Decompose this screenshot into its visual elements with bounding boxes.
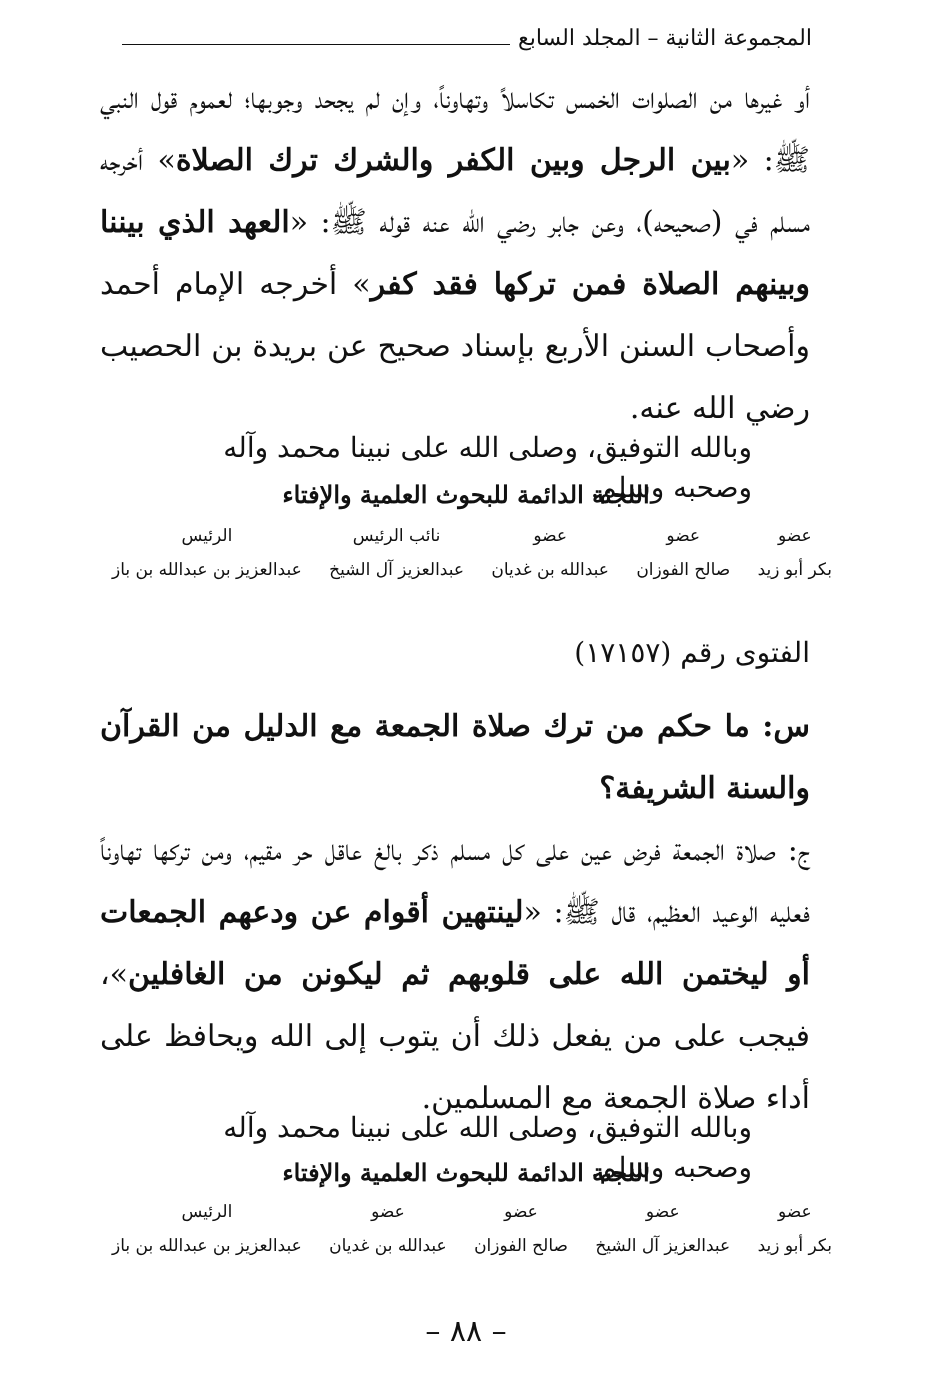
answer-paragraph: [100, 820, 810, 1130]
signatory: [112, 526, 302, 580]
signatory: [491, 526, 609, 580]
hadith-text-3: لينتهين أقوام عن ودعهم الجمعات أو ليختمن الله على قلوبهم ثم ليكونن من الغافلين: [100, 895, 810, 992]
signatory-name: عبدالله بن غديان: [491, 560, 609, 580]
fatwa-number: الفتوى رقم (١٧١٥٧): [574, 636, 810, 669]
signatory-name: صالح الفوزان: [636, 560, 731, 580]
signatory: [636, 526, 730, 580]
closing-formula: وبالله التوفيق، وصلى الله على نبينا محمد وآله وصحبه وسلم.: [223, 431, 752, 504]
fatwa-body-paragraph: [100, 68, 810, 440]
signatory-role: الرئيس: [181, 1202, 233, 1222]
signatory-name: عبدالعزيز آل الشيخ: [595, 1236, 731, 1256]
signatory: [329, 526, 464, 580]
running-header: [122, 26, 812, 51]
body-text-b: » أخرجه مسلم في (صحيحه)، وعن جابر رضي الله عنه قوله ﷺ: «: [100, 143, 811, 240]
signatory-role: الرئيس: [181, 526, 233, 546]
signatory: [329, 1202, 447, 1256]
signatory-name: بكر أبو زيد: [757, 560, 832, 580]
answer-text-b: »، فيجب على من يفعل ذلك أن يتوب إلى الله ويحافظ على أداء صلاة الجمعة مع المسلمين.: [100, 957, 810, 1116]
signatory-name: بكر أبو زيد: [757, 1236, 832, 1256]
committee-name: اللجنة الدائمة للبحوث العلمية والإفتاء: [282, 1158, 650, 1187]
committee-name: اللجنة الدائمة للبحوث العلمية والإفتاء: [282, 480, 650, 509]
hadith-text-2: العهد الذي بيننا وبينهم الصلاة فمن تركها فقد كفر: [100, 205, 810, 302]
signatory-role: عضو: [504, 1202, 538, 1222]
signatory-name: عبدالعزيز بن عبدالله بن باز: [112, 560, 302, 580]
header-rule: [122, 44, 510, 45]
signatory: [112, 1202, 302, 1256]
signature-table: [112, 1202, 832, 1256]
signatory-name: عبدالعزيز بن عبدالله بن باز: [112, 1236, 302, 1256]
body-text-c: » أخرجه الإمام أحمد وأصحاب السنن الأربع بإسناد صحيح عن بريدة بن الحصيب رضي الله عنه.: [100, 267, 810, 426]
signatory-role: عضو: [777, 526, 812, 546]
signatory-role: عضو: [666, 526, 701, 546]
signatory-name: عبدالله بن غديان: [329, 1236, 447, 1256]
body-text-a: أو غيرها من الصلوات الخمس تكاسلاً وتهاوناً، وإن لم يجحد وجوبها؛ لعموم قول النبي ﷺ: «: [100, 81, 810, 178]
signatory-role: عضو: [777, 1202, 812, 1222]
signature-table: [112, 526, 832, 580]
hadith-text-1: بين الرجل وبين الكفر والشرك ترك الصلاة: [175, 143, 731, 178]
closing-formula: وبالله التوفيق، وصلى الله على نبينا محمد وآله وصحبه وسلم.: [223, 1111, 752, 1184]
signatory: [758, 1202, 832, 1256]
question-text: س: ما حكم من ترك صلاة الجمعة مع الدليل من القرآن والسنة الشريفة؟: [100, 709, 810, 806]
answer-text-a: ج: صلاة الجمعة فرض عين على كل مسلم ذكر بالغ عاقل حر مقيم، ومن تركها تهاوناً فعليه الوعيد العظيم، قال ﷺ: «: [100, 833, 810, 930]
signatory-role: عضو: [645, 1202, 680, 1222]
signatory-role: نائب الرئيس: [352, 526, 441, 546]
signatory-name: صالح الفوزان: [474, 1236, 568, 1256]
signatory: [474, 1202, 568, 1256]
signatory: [595, 1202, 730, 1256]
signatory-role: عضو: [371, 1202, 405, 1222]
signatory-role: عضو: [533, 526, 567, 546]
header-title: المجموعة الثانية – المجلد السابع: [518, 26, 812, 51]
page-number: – ٨٨ –: [425, 1314, 507, 1349]
signatory: [758, 526, 832, 580]
signatory-name: عبدالعزيز آل الشيخ: [329, 560, 464, 580]
